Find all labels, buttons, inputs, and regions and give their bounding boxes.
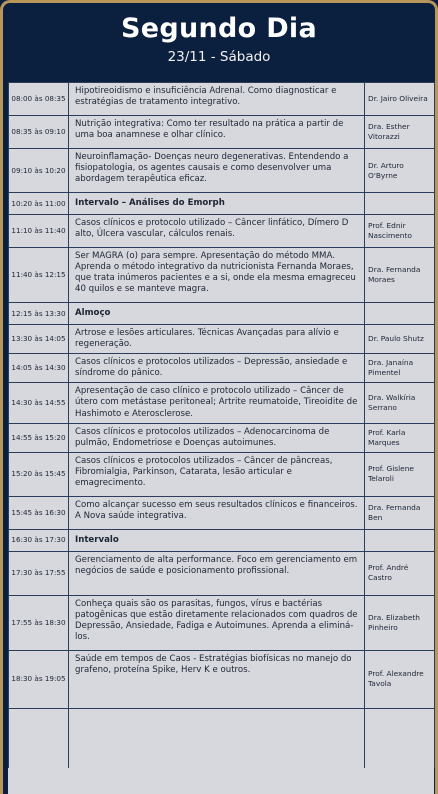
schedule-row xyxy=(9,303,435,325)
session-speaker: Dra. Esther Vitorazzi xyxy=(365,116,435,149)
schedule-row xyxy=(9,529,435,551)
session-description: Casos clínicos e protocolos utilizados – Câncer de pâncreas, Fibromialgia, Parkinson, Catarata, lesão articular e emagrecimento. xyxy=(69,452,365,496)
schedule-row xyxy=(9,83,435,116)
session-speaker: Dr. Jairo Oliveira xyxy=(365,83,435,116)
session-description: Nutrição integrativa: Como ter resultado na prática a partir de uma boa anamnese e olhar clínico. xyxy=(69,116,365,149)
session-description: Apresentação de caso clínico e protocolo utilizado – Câncer de útero com metástase peritoneal; Artrite reumatoide, Tireoidite de Hashimoto e Aterosclerose. xyxy=(69,383,365,423)
break-label: Almoço xyxy=(69,303,365,325)
session-description: Casos clínicos e protocolos utilizados – Depressão, ansiedade e síndrome do pânico. xyxy=(69,354,365,383)
session-description: Hipotireoidismo e insuficiência Adrenal. Como diagnosticar e estratégias de tratamento integrativo. xyxy=(69,83,365,116)
schedule-row xyxy=(9,215,435,248)
break-label: Intervalo – Análises do Emorph xyxy=(69,193,365,215)
session-time: 15:45 às 16:30 xyxy=(9,496,69,529)
session-time: 13:30 às 14:05 xyxy=(9,325,69,354)
day-date: 23/11 - Sábado xyxy=(167,49,271,65)
session-time: 08:35 às 09:10 xyxy=(9,116,69,149)
schedule-row xyxy=(9,452,435,496)
session-speaker: Dra. Fernanda Moraes xyxy=(365,248,435,303)
schedule-row xyxy=(9,354,435,383)
session-time: 14:55 às 15:20 xyxy=(9,423,69,452)
session-description: Artrose e lesões articulares. Técnicas Avançadas para alívio e regeneração. xyxy=(69,325,365,354)
session-description: Neuroinflamação- Doenças neuro degenerativas. Entendendo a fisiopatologia, os agentes causais e como desenvolver uma abordagem terapêutica eficaz. xyxy=(69,149,365,193)
session-speaker: Prof. André Castro xyxy=(365,551,435,595)
session-description: Casos clínicos e protocolos utilizados – Adenocarcinoma de pulmão, Endometriose e Doenças autoimunes. xyxy=(69,423,365,452)
session-time: 17:30 às 17:55 xyxy=(9,551,69,595)
session-speaker: Prof. Alexandre Tavola xyxy=(365,650,435,708)
schedule-rows xyxy=(9,83,435,769)
schedule-row xyxy=(9,551,435,595)
session-time: 17:55 às 18:30 xyxy=(9,595,69,650)
session-speaker: Prof. Ednir Nascimento xyxy=(365,215,435,248)
session-speaker: Dra. Elizabeth Pinheiro xyxy=(365,595,435,650)
session-time: 09:10 às 10:20 xyxy=(9,149,69,193)
session-description: Como alcançar sucesso em seus resultados clínicos e financeiros. A Nova saúde integrativa. xyxy=(69,496,365,529)
schedule-row xyxy=(9,248,435,303)
session-time: 16:30 às 17:30 xyxy=(9,529,69,551)
filler-cell xyxy=(69,708,365,768)
session-speaker: Dr. Arturo O'Byrne xyxy=(365,149,435,193)
session-speaker: Dra. Fernanda Ben xyxy=(365,496,435,529)
session-description: Casos clínicos e protocolo utilizado – Câncer linfático, Dímero D alto, Úlcera vascular, cálculos renais. xyxy=(69,215,365,248)
session-time: 14:30 às 14:55 xyxy=(9,383,69,423)
session-time: 08:00 às 08:35 xyxy=(9,83,69,116)
session-time: 10:20 às 11:00 xyxy=(9,193,69,215)
schedule-row xyxy=(9,423,435,452)
filler-row xyxy=(9,708,435,768)
schedule-row xyxy=(9,383,435,423)
filler-cell xyxy=(9,708,69,768)
session-description: Saúde em tempos de Caos - Estratégias biofísicas no manejo do grafeno, proteína Spike, Herv K e outros. xyxy=(69,650,365,708)
schedule-row xyxy=(9,650,435,708)
schedule-row xyxy=(9,149,435,193)
session-speaker xyxy=(365,193,435,215)
schedule-table xyxy=(8,82,435,768)
session-time: 11:40 às 12:15 xyxy=(9,248,69,303)
schedule-row xyxy=(9,116,435,149)
session-description: Ser MAGRA (o) para sempre. Apresentação do método MMA. Aprenda o método integrativo da nutricionista Fernanda Moraes, que trata inúmeros pacientes e a si, onde ela mesma emagreceu 40 quilos e se manteve magra. xyxy=(69,248,365,303)
day-header xyxy=(3,3,435,80)
session-description: Conheça quais são os parasitas, fungos, vírus e bactérias patogênicas que estão diretamente relacionados com quadros de Depressão, Ansiedade, Fadiga e Autoimunes. Aprenda a eliminá-los. xyxy=(69,595,365,650)
day-title: Segundo Dia xyxy=(121,13,317,44)
filler-cell xyxy=(365,708,435,768)
session-speaker: Dra. Walkíria Serrano xyxy=(365,383,435,423)
schedule-row xyxy=(9,595,435,650)
session-speaker xyxy=(365,529,435,551)
schedule-row xyxy=(9,193,435,215)
session-speaker xyxy=(365,303,435,325)
schedule-table-wrapper xyxy=(8,82,434,794)
session-speaker: Dr. Paulo Shutz xyxy=(365,325,435,354)
session-time: 11:10 às 11:40 xyxy=(9,215,69,248)
session-speaker: Prof. Karla Marques xyxy=(365,423,435,452)
schedule-row xyxy=(9,496,435,529)
session-speaker: Prof. Gislene Telaroli xyxy=(365,452,435,496)
break-label: Intervalo xyxy=(69,529,365,551)
session-time: 12:15 às 13:30 xyxy=(9,303,69,325)
session-description: Gerenciamento de alta performance. Foco em gerenciamento em negócios de saúde e posicionamento profissional. xyxy=(69,551,365,595)
session-time: 18:30 às 19:05 xyxy=(9,650,69,708)
schedule-row xyxy=(9,325,435,354)
session-time: 15:20 às 15:45 xyxy=(9,452,69,496)
session-time: 14:05 às 14:30 xyxy=(9,354,69,383)
session-speaker: Dra. Janaína Pimentel xyxy=(365,354,435,383)
